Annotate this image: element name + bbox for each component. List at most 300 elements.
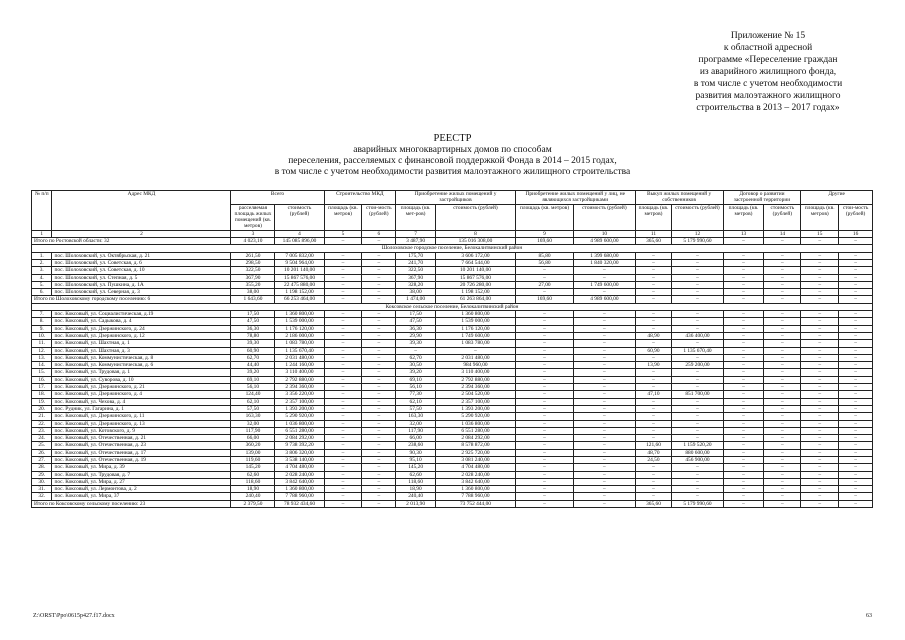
- row-cell: –: [362, 347, 396, 354]
- row-cell: –: [515, 347, 573, 354]
- row-cell: –: [574, 442, 635, 449]
- row-cell: –: [764, 252, 801, 259]
- row-number: 22.: [32, 420, 52, 427]
- row-cell: 48,70: [635, 449, 672, 456]
- row-cell: –: [764, 311, 801, 318]
- row-cell: –: [764, 464, 801, 471]
- row-cell: –: [764, 413, 801, 420]
- column-header: площадь (кв. мет-ров): [396, 204, 436, 230]
- table-row: [32, 376, 873, 383]
- column-number: 7: [396, 230, 436, 237]
- row-cell: 2 084 292,00: [436, 435, 516, 442]
- row-number: 9.: [32, 325, 52, 332]
- row-cell: 124,40: [231, 391, 275, 398]
- row-cell: –: [324, 281, 362, 288]
- row-cell: –: [801, 354, 839, 361]
- row-cell: –: [436, 347, 516, 354]
- row-cell: –: [362, 420, 396, 427]
- row-cell: –: [574, 398, 635, 405]
- row-cell: 118,60: [396, 478, 436, 485]
- row-cell: –: [764, 369, 801, 376]
- row-cell: 1 393 200,00: [275, 405, 324, 412]
- row-cell: –: [801, 332, 839, 339]
- row-cell: 77,30: [396, 391, 436, 398]
- row-address: пос. Коксовый, ул. Трудовая, д. 1: [52, 369, 231, 376]
- column-number: 14: [764, 230, 801, 237]
- row-cell: 139,00: [231, 449, 275, 456]
- column-group-header: Адрес МКД: [52, 191, 231, 231]
- row-cell: –: [574, 376, 635, 383]
- total-label: Итого по Ростовской области: 32: [32, 238, 231, 245]
- table-row: [32, 354, 873, 361]
- total-cell: –: [574, 500, 635, 507]
- table-row: [32, 289, 873, 296]
- total-cell: –: [635, 296, 672, 303]
- row-cell: –: [723, 252, 764, 259]
- row-cell: 1 360 800,00: [275, 311, 324, 318]
- total-cell: –: [362, 238, 396, 245]
- row-address: пос. Коксовый, ул. Коммунистическая, д. 8: [52, 354, 231, 361]
- row-cell: –: [635, 340, 672, 347]
- row-cell: –: [672, 478, 723, 485]
- row-cell: 10 201 140,00: [436, 267, 516, 274]
- row-cell: –: [839, 493, 873, 500]
- row-cell: –: [574, 362, 635, 369]
- table-row: [32, 259, 873, 266]
- row-cell: 47,10: [635, 391, 672, 398]
- row-cell: –: [764, 420, 801, 427]
- total-cell: 5 179 990,60: [672, 500, 723, 507]
- row-cell: –: [362, 267, 396, 274]
- row-cell: 32,00: [396, 420, 436, 427]
- row-cell: –: [764, 325, 801, 332]
- row-cell: –: [723, 289, 764, 296]
- row-cell: –: [839, 486, 873, 493]
- row-cell: –: [574, 340, 635, 347]
- row-cell: –: [362, 281, 396, 288]
- section-row: [32, 245, 873, 252]
- row-number: 7.: [32, 311, 52, 318]
- row-cell: 90,30: [396, 449, 436, 456]
- row-cell: 7 788 960,00: [275, 493, 324, 500]
- row-cell: –: [574, 405, 635, 412]
- column-group-header: Строительство МКД: [324, 191, 396, 205]
- row-cell: –: [723, 318, 764, 325]
- row-address: пос. Коксовый, ул. Отечественная, д. 19: [52, 456, 231, 463]
- row-cell: –: [635, 435, 672, 442]
- column-header: стоимость (рублей): [574, 204, 635, 230]
- row-cell: –: [515, 420, 573, 427]
- appendix-line: программе «Переселение граждан: [698, 55, 838, 65]
- total-cell: 5 179 990,60: [672, 238, 723, 245]
- row-cell: –: [324, 252, 362, 259]
- row-cell: –: [672, 318, 723, 325]
- row-cell: 1 198 152,00: [436, 289, 516, 296]
- row-cell: –: [635, 274, 672, 281]
- row-cell: –: [574, 420, 635, 427]
- row-cell: 456 900,00: [672, 456, 723, 463]
- total-cell: –: [672, 296, 723, 303]
- table-row: [32, 464, 873, 471]
- row-cell: 3 081 240,00: [436, 456, 516, 463]
- row-cell: –: [362, 405, 396, 412]
- row-cell: –: [362, 340, 396, 347]
- row-cell: –: [801, 478, 839, 485]
- row-cell: –: [362, 318, 396, 325]
- row-cell: –: [324, 478, 362, 485]
- total-cell: –: [839, 500, 873, 507]
- row-cell: –: [362, 398, 396, 405]
- row-cell: –: [672, 340, 723, 347]
- row-number: 24.: [32, 435, 52, 442]
- row-cell: –: [839, 274, 873, 281]
- total-cell: 2 379,50: [231, 500, 275, 507]
- total-shol-row: [32, 296, 873, 303]
- row-cell: –: [839, 347, 873, 354]
- row-cell: –: [723, 435, 764, 442]
- row-cell: –: [362, 427, 396, 434]
- table-row: [32, 486, 873, 493]
- row-cell: –: [839, 325, 873, 332]
- row-address: пос. Коксовый, ул. Лермонтова, д. 2: [52, 486, 231, 493]
- table-row: [32, 340, 873, 347]
- row-cell: –: [672, 471, 723, 478]
- document-subtitle: [0, 145, 905, 178]
- row-cell: –: [764, 347, 801, 354]
- total-cell: –: [801, 500, 839, 507]
- row-cell: 18,90: [231, 486, 275, 493]
- column-group-header: Всего: [231, 191, 324, 205]
- row-cell: 240,40: [396, 493, 436, 500]
- total-cell: –: [723, 296, 764, 303]
- row-cell: –: [764, 398, 801, 405]
- row-cell: –: [672, 464, 723, 471]
- table-row: [32, 420, 873, 427]
- row-cell: –: [635, 405, 672, 412]
- row-cell: –: [574, 493, 635, 500]
- row-number: 28.: [32, 464, 52, 471]
- row-cell: –: [839, 384, 873, 391]
- row-address: пос. Коксовый, ул. Отечественная, д. 17: [52, 449, 231, 456]
- footer-file-path: Z:\ORST\Ppo\0615p427.f17.docx: [33, 613, 115, 619]
- table-row: [32, 391, 873, 398]
- row-cell: –: [515, 405, 573, 412]
- column-header: стои-мость (рублей): [839, 204, 873, 230]
- row-number: 25.: [32, 442, 52, 449]
- total-cell: 169,60: [515, 296, 573, 303]
- row-cell: 328,20: [396, 281, 436, 288]
- row-cell: –: [515, 413, 573, 420]
- row-cell: –: [515, 311, 573, 318]
- row-address: пос. Коксовый, ул. Мира, д. 39: [52, 464, 231, 471]
- row-cell: –: [574, 325, 635, 332]
- row-cell: –: [515, 493, 573, 500]
- row-address: пос. Коксовый, ул. Суворова, д. 10: [52, 376, 231, 383]
- row-cell: –: [801, 391, 839, 398]
- row-cell: 2 504 520,00: [436, 391, 516, 398]
- row-cell: 1 749 600,00: [574, 281, 635, 288]
- row-cell: –: [801, 413, 839, 420]
- row-cell: –: [839, 405, 873, 412]
- row-cell: –: [362, 252, 396, 259]
- row-cell: –: [635, 493, 672, 500]
- column-header: расселяемая площадь жилых помещений (кв. метров): [231, 204, 275, 230]
- total-region-row: [32, 238, 873, 245]
- row-cell: –: [324, 435, 362, 442]
- row-cell: –: [764, 405, 801, 412]
- row-cell: –: [839, 449, 873, 456]
- row-cell: –: [324, 274, 362, 281]
- row-cell: –: [801, 420, 839, 427]
- row-cell: 47,50: [396, 318, 436, 325]
- row-cell: –: [801, 384, 839, 391]
- row-cell: –: [362, 384, 396, 391]
- row-cell: –: [362, 471, 396, 478]
- row-cell: –: [839, 354, 873, 361]
- row-address: пос. Коксовый, ул. Дзержинского, д. 24: [52, 325, 231, 332]
- row-cell: 8 578 872,00: [436, 442, 516, 449]
- row-cell: –: [672, 274, 723, 281]
- row-cell: 322,50: [231, 267, 275, 274]
- row-cell: 1 135 670,40: [672, 347, 723, 354]
- column-number: 15: [801, 230, 839, 237]
- row-cell: –: [801, 471, 839, 478]
- row-number: 4.: [32, 274, 52, 281]
- row-cell: –: [723, 456, 764, 463]
- row-cell: –: [672, 325, 723, 332]
- row-number: 21.: [32, 413, 52, 420]
- row-cell: –: [362, 311, 396, 318]
- row-cell: –: [396, 347, 436, 354]
- column-number: 16: [839, 230, 873, 237]
- row-address: пос. Коксовый, ул. Шахтная, д. 3: [52, 347, 231, 354]
- total-cell: 145 085 896,00: [275, 238, 324, 245]
- row-number: 11.: [32, 340, 52, 347]
- row-cell: 1 036 800,00: [436, 420, 516, 427]
- table-row: [32, 347, 873, 354]
- total-cell: 61 263 864,00: [436, 296, 516, 303]
- row-cell: –: [723, 332, 764, 339]
- row-cell: 48,90: [635, 332, 672, 339]
- row-address: пос. Шолоховский, ул. Степная, д. 5: [52, 274, 231, 281]
- row-number: 5.: [32, 281, 52, 288]
- row-cell: –: [515, 449, 573, 456]
- row-cell: –: [362, 289, 396, 296]
- row-cell: –: [723, 486, 764, 493]
- row-cell: –: [324, 486, 362, 493]
- table-row: [32, 362, 873, 369]
- row-cell: 62,10: [231, 398, 275, 405]
- row-cell: –: [764, 267, 801, 274]
- row-cell: –: [801, 289, 839, 296]
- row-cell: –: [324, 362, 362, 369]
- row-cell: –: [723, 471, 764, 478]
- row-cell: –: [324, 347, 362, 354]
- row-cell: –: [672, 413, 723, 420]
- row-cell: –: [515, 435, 573, 442]
- header-row-groups: [32, 191, 873, 205]
- row-cell: –: [764, 362, 801, 369]
- row-cell: –: [324, 420, 362, 427]
- row-cell: 2 925 720,00: [436, 449, 516, 456]
- table-row: [32, 493, 873, 500]
- row-cell: –: [362, 442, 396, 449]
- row-cell: 66,00: [231, 435, 275, 442]
- row-cell: 20 726 280,00: [436, 281, 516, 288]
- row-cell: 2 394 360,00: [275, 384, 324, 391]
- row-cell: –: [764, 442, 801, 449]
- row-cell: –: [362, 478, 396, 485]
- row-cell: 1 198 152,00: [275, 289, 324, 296]
- row-cell: –: [723, 354, 764, 361]
- row-cell: –: [723, 369, 764, 376]
- column-group-header: Договор о развитии застроенной территории: [723, 191, 801, 205]
- row-cell: 6 551 280,00: [275, 427, 324, 434]
- column-number-row: [32, 230, 873, 237]
- row-cell: 62,60: [396, 471, 436, 478]
- row-cell: 4 704 480,00: [275, 464, 324, 471]
- row-cell: –: [324, 442, 362, 449]
- row-cell: –: [839, 398, 873, 405]
- total-cell: –: [764, 500, 801, 507]
- row-cell: –: [723, 464, 764, 471]
- row-cell: 240,40: [231, 493, 275, 500]
- row-cell: 984 960,00: [436, 362, 516, 369]
- total-cell: –: [801, 296, 839, 303]
- row-cell: 118,60: [231, 478, 275, 485]
- row-cell: 360,20: [231, 442, 275, 449]
- row-cell: –: [635, 413, 672, 420]
- row-cell: –: [764, 259, 801, 266]
- row-cell: –: [801, 259, 839, 266]
- row-cell: –: [672, 398, 723, 405]
- table-row: [32, 456, 873, 463]
- total-koks-row: [32, 500, 873, 507]
- row-cell: –: [764, 318, 801, 325]
- row-cell: –: [723, 420, 764, 427]
- total-cell: 365,60: [635, 500, 672, 507]
- table-row: [32, 318, 873, 325]
- row-cell: –: [574, 449, 635, 456]
- row-cell: –: [672, 281, 723, 288]
- row-cell: 13,90: [635, 362, 672, 369]
- row-cell: –: [324, 464, 362, 471]
- row-cell: 1 083 780,00: [436, 340, 516, 347]
- row-cell: –: [839, 478, 873, 485]
- total-cell: –: [362, 296, 396, 303]
- row-cell: –: [764, 486, 801, 493]
- row-cell: –: [723, 405, 764, 412]
- row-cell: –: [515, 376, 573, 383]
- row-cell: –: [324, 311, 362, 318]
- row-cell: –: [801, 449, 839, 456]
- row-cell: –: [515, 398, 573, 405]
- row-cell: 7 005 832,00: [275, 252, 324, 259]
- row-cell: 1 083 780,00: [275, 340, 324, 347]
- row-cell: 367,90: [231, 274, 275, 281]
- row-cell: –: [839, 456, 873, 463]
- row-cell: –: [801, 493, 839, 500]
- row-cell: –: [672, 289, 723, 296]
- row-cell: 36,30: [231, 325, 275, 332]
- table-row: [32, 252, 873, 259]
- total-cell: –: [723, 500, 764, 507]
- row-cell: –: [839, 413, 873, 420]
- row-address: пос. Шолоховский, ул. Советская, д. 6: [52, 259, 231, 266]
- row-cell: –: [839, 362, 873, 369]
- row-cell: –: [362, 449, 396, 456]
- table-row: [32, 471, 873, 478]
- row-cell: –: [839, 471, 873, 478]
- row-cell: 69,10: [231, 376, 275, 383]
- row-cell: –: [764, 427, 801, 434]
- row-number: 23.: [32, 427, 52, 434]
- row-cell: –: [764, 435, 801, 442]
- row-cell: –: [362, 435, 396, 442]
- row-address: пос. Рудник, ул. Гагарина, д. 1: [52, 405, 231, 412]
- row-address: пос. Коксовый, ул. Мира, 37: [52, 493, 231, 500]
- total-cell: –: [764, 296, 801, 303]
- row-cell: –: [723, 325, 764, 332]
- row-cell: –: [839, 442, 873, 449]
- row-cell: 1 749 600,00: [436, 332, 516, 339]
- row-cell: 2 792 880,00: [436, 376, 516, 383]
- total-cell: –: [723, 238, 764, 245]
- appendix-line: развития малоэтажного жилищного: [695, 91, 841, 101]
- row-cell: –: [515, 478, 573, 485]
- row-address: пос. Коксовый, ул. Дзержинского, д. 11: [52, 413, 231, 420]
- row-address: пос. Коксовый, ул. Дзержинского, д. 4: [52, 391, 231, 398]
- total-cell: 1 643,60: [231, 296, 275, 303]
- row-cell: –: [574, 311, 635, 318]
- row-cell: 3 356 220,00: [275, 391, 324, 398]
- row-cell: –: [324, 391, 362, 398]
- row-address: пос. Коксовый, ул. Трудовая, д. 7: [52, 471, 231, 478]
- row-cell: –: [723, 274, 764, 281]
- column-number: 13: [723, 230, 764, 237]
- total-cell: 66 253 464,00: [275, 296, 324, 303]
- table-row: [32, 478, 873, 485]
- row-cell: –: [839, 435, 873, 442]
- row-number: 13.: [32, 354, 52, 361]
- row-cell: 163,30: [231, 413, 275, 420]
- row-cell: 145,20: [396, 464, 436, 471]
- row-cell: 57,50: [396, 405, 436, 412]
- row-address: пос. Коксовый, ул. Социалистическая, д.19: [52, 311, 231, 318]
- row-cell: 163,30: [396, 413, 436, 420]
- row-cell: –: [515, 289, 573, 296]
- row-cell: –: [839, 252, 873, 259]
- row-cell: –: [723, 413, 764, 420]
- column-header: стоимость (рублей): [764, 204, 801, 230]
- row-cell: –: [801, 398, 839, 405]
- row-cell: –: [515, 471, 573, 478]
- row-address: пос. Коксовый, ул. Отечественная, д. 23: [52, 442, 231, 449]
- row-cell: –: [362, 376, 396, 383]
- row-cell: –: [324, 289, 362, 296]
- row-cell: 56,80: [515, 259, 573, 266]
- row-cell: –: [764, 354, 801, 361]
- row-cell: –: [324, 413, 362, 420]
- row-cell: –: [515, 267, 573, 274]
- row-cell: –: [672, 435, 723, 442]
- row-number: 27.: [32, 456, 52, 463]
- row-cell: –: [635, 478, 672, 485]
- row-cell: –: [839, 267, 873, 274]
- row-cell: –: [764, 493, 801, 500]
- row-cell: 22 475 880,00: [275, 281, 324, 288]
- row-cell: –: [801, 325, 839, 332]
